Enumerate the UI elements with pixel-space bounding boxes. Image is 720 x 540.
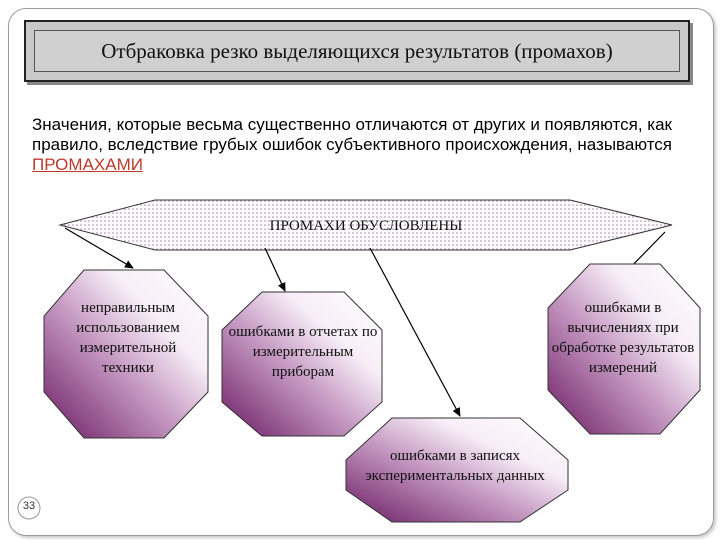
definition-body: Значения, которые весьма существенно отличаются от других и появляются, как правило, вследствие грубых ошибок субъективного происхождения, называются bbox=[32, 115, 673, 154]
banner-label: ПРОМАХИ ОБУСЛОВЛЕНЫ bbox=[269, 218, 463, 234]
cause-label-1: неправильным использованием измерительной техники bbox=[76, 300, 180, 376]
slide-title: Отбраковка резко выделяющихся результатов (промахов) bbox=[34, 30, 680, 72]
cause-label-2: ошибками в отчетах по измерительным приборам bbox=[228, 324, 378, 380]
arrow-to-cause-3 bbox=[370, 248, 460, 416]
cause-label-3: ошибками в записях экспериментальных данных bbox=[365, 448, 545, 484]
definition-term: ПРОМАХАМИ bbox=[32, 155, 143, 174]
cause-label-4: ошибками в вычислениях при обработке результатов измерений bbox=[551, 300, 695, 376]
arrow-to-cause-2 bbox=[265, 248, 285, 291]
slide-number: 33 bbox=[22, 500, 36, 512]
